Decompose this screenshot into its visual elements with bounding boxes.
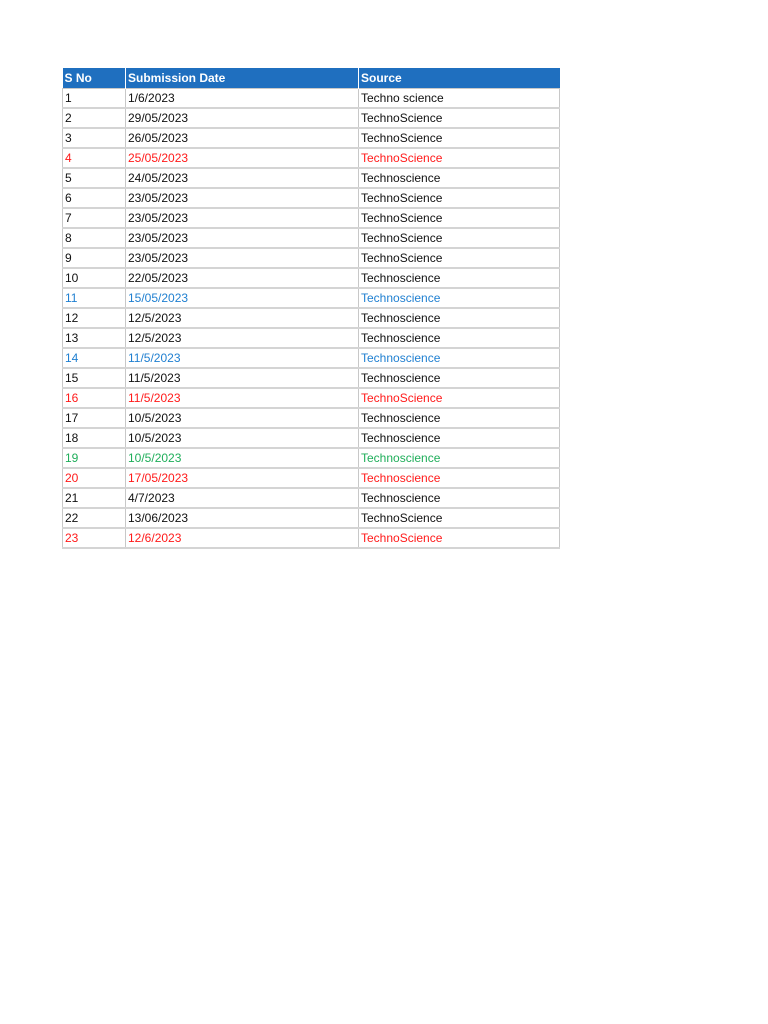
table-row [63,428,560,448]
cell-sno[interactable]: 6 [63,188,126,208]
cell-source[interactable]: Technoscience [359,328,560,348]
table-row [63,488,560,508]
cell-submission-date[interactable]: 12/6/2023 [126,528,359,548]
submissions-sheet [62,68,560,549]
table-row [63,308,560,328]
cell-submission-date[interactable]: 22/05/2023 [126,268,359,288]
cell-submission-date[interactable]: 10/5/2023 [126,448,359,468]
cell-source[interactable]: Technoscience [359,168,560,188]
cell-sno[interactable]: 7 [63,208,126,228]
cell-source[interactable]: TechnoScience [359,508,560,528]
cell-source[interactable]: Technoscience [359,448,560,468]
table-row [63,348,560,368]
cell-submission-date[interactable]: 26/05/2023 [126,128,359,148]
cell-sno[interactable]: 19 [63,448,126,468]
cell-source[interactable]: TechnoScience [359,148,560,168]
cell-submission-date[interactable]: 4/7/2023 [126,488,359,508]
cell-submission-date[interactable]: 11/5/2023 [126,368,359,388]
cell-submission-date[interactable]: 25/05/2023 [126,148,359,168]
table-row [63,288,560,308]
cell-source[interactable]: Technoscience [359,428,560,448]
cell-source[interactable]: Technoscience [359,288,560,308]
table-row [63,468,560,488]
cell-sno[interactable]: 11 [63,288,126,308]
header-source: Source [359,68,560,89]
cell-source[interactable]: TechnoScience [359,528,560,548]
cell-submission-date[interactable]: 24/05/2023 [126,168,359,188]
cell-submission-date[interactable]: 29/05/2023 [126,108,359,128]
cell-submission-date[interactable]: 12/5/2023 [126,308,359,328]
cell-submission-date[interactable]: 12/5/2023 [126,328,359,348]
table-row [63,368,560,388]
cell-source[interactable]: TechnoScience [359,248,560,268]
cell-sno[interactable]: 1 [63,89,126,109]
cell-submission-date[interactable]: 23/05/2023 [126,228,359,248]
cell-sno[interactable]: 5 [63,168,126,188]
table-row [63,328,560,348]
cell-sno[interactable]: 13 [63,328,126,348]
cell-submission-date[interactable]: 23/05/2023 [126,208,359,228]
header-submission-date: Submission Date [126,68,359,89]
cell-sno[interactable]: 21 [63,488,126,508]
cell-sno[interactable]: 18 [63,428,126,448]
cell-source[interactable]: Technoscience [359,488,560,508]
cell-submission-date[interactable]: 17/05/2023 [126,468,359,488]
cell-source[interactable]: TechnoScience [359,108,560,128]
cell-source[interactable]: Technoscience [359,348,560,368]
cell-sno[interactable]: 9 [63,248,126,268]
cell-submission-date[interactable]: 23/05/2023 [126,248,359,268]
cell-sno[interactable]: 10 [63,268,126,288]
table-row [63,448,560,468]
table-row [63,128,560,148]
cell-sno[interactable]: 20 [63,468,126,488]
cell-sno[interactable]: 17 [63,408,126,428]
table-row [63,188,560,208]
cell-source[interactable]: Techno science [359,89,560,109]
table-row [63,208,560,228]
cell-sno[interactable]: 22 [63,508,126,528]
cell-sno[interactable]: 3 [63,128,126,148]
cell-source[interactable]: Technoscience [359,368,560,388]
cell-sno[interactable]: 23 [63,528,126,548]
table-row [63,408,560,428]
cell-submission-date[interactable]: 13/06/2023 [126,508,359,528]
cell-submission-date[interactable]: 11/5/2023 [126,388,359,408]
header-row [63,68,560,89]
cell-sno[interactable]: 2 [63,108,126,128]
cell-submission-date[interactable]: 23/05/2023 [126,188,359,208]
cell-sno[interactable]: 4 [63,148,126,168]
cell-sno[interactable]: 14 [63,348,126,368]
cell-source[interactable]: Technoscience [359,468,560,488]
cell-submission-date[interactable]: 10/5/2023 [126,408,359,428]
cell-submission-date[interactable]: 1/6/2023 [126,89,359,109]
cell-submission-date[interactable]: 15/05/2023 [126,288,359,308]
submissions-table [62,68,560,549]
cell-source[interactable]: TechnoScience [359,388,560,408]
cell-source[interactable]: Technoscience [359,268,560,288]
cell-source[interactable]: TechnoScience [359,128,560,148]
table-body [63,89,560,549]
table-row [63,248,560,268]
cell-source[interactable]: Technoscience [359,408,560,428]
table-row [63,89,560,109]
cell-source[interactable]: TechnoScience [359,188,560,208]
cell-sno[interactable]: 16 [63,388,126,408]
cell-submission-date[interactable]: 10/5/2023 [126,428,359,448]
cell-sno[interactable]: 15 [63,368,126,388]
cell-sno[interactable]: 12 [63,308,126,328]
table-row [63,388,560,408]
cell-submission-date[interactable]: 11/5/2023 [126,348,359,368]
cell-source[interactable]: TechnoScience [359,228,560,248]
table-row [63,108,560,128]
table-row [63,228,560,248]
table-row [63,168,560,188]
header-sno: S No [63,68,126,89]
cell-source[interactable]: TechnoScience [359,208,560,228]
table-row [63,508,560,528]
table-row [63,528,560,548]
cell-source[interactable]: Technoscience [359,308,560,328]
cell-sno[interactable]: 8 [63,228,126,248]
table-row [63,148,560,168]
table-row [63,268,560,288]
